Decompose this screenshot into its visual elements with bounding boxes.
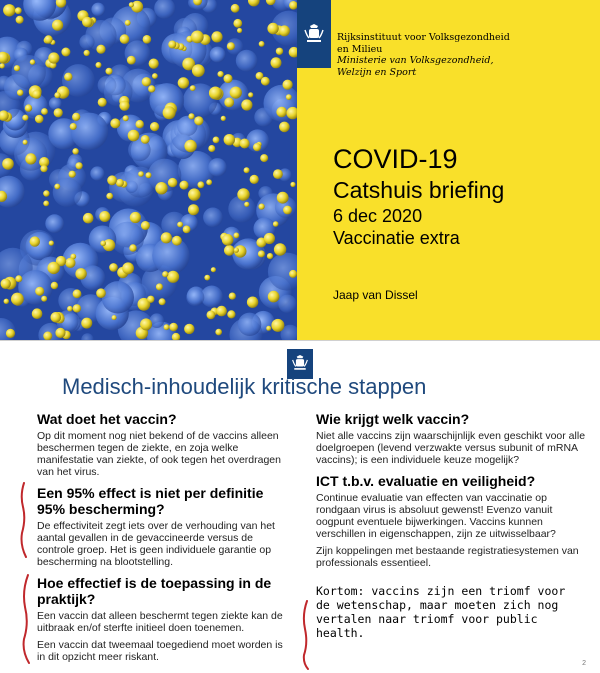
question-vaccine-function: Wat doet het vaccin?	[37, 411, 177, 427]
ministry-line1: Ministerie van Volksgezondheid,	[337, 55, 494, 66]
answer-95-percent: De effectiviteit zegt iets over de verhouding van het aantal gevallen in de gevaccineerde versus de controle groep. Het is geen individuele garantie op bescherming na blootstelling.	[37, 520, 275, 568]
answer-vaccine-function: Op dit moment nog niet bekend of de vaccins alleen beschermen tegen de ziekte, en zoja welke manifestatie van ziekte, of ook tegen het overdragen van het virus.	[37, 430, 281, 478]
red-annotation-mark-1	[14, 481, 36, 561]
rijkslogo	[297, 0, 331, 68]
cover-title-block	[333, 142, 504, 249]
org-name-line2: en Milieu	[337, 43, 383, 55]
cover-date: 6 dec 2020	[333, 206, 423, 226]
answer-effectiveness-2: Een vaccin dat tweemaal toegediend moet worden is in dit opzicht meer riskant.	[37, 639, 283, 663]
cover-topic: Vaccinatie extra	[333, 228, 460, 248]
conclusion-text: Kortom: vaccins zijn een triomf voor de wetenschap, maar moeten zich nog vertalen naar triomf voor public health.	[316, 584, 566, 640]
question-who-gets-vaccine: Wie krijgt welk vaccin?	[316, 411, 470, 427]
cover-title: COVID-19	[333, 144, 458, 174]
ministry-line2: Welzijn en Sport	[337, 66, 417, 78]
answer-who-gets-vaccine: Niet alle vaccins zijn waarschijnlijk even geschikt voor alle doelgroepen (levend verzwakte versus subunit of mRNA vaccins); is een individuele keuze mogelijk?	[316, 430, 586, 466]
right-column	[316, 411, 586, 640]
red-annotation-mark-3	[296, 599, 316, 671]
coat-of-arms-icon	[304, 24, 324, 46]
coat-of-arms-icon	[291, 355, 309, 373]
question-95-percent: Een 95% effect is niet per definitie 95% bescherming?	[37, 485, 264, 517]
left-column	[37, 411, 292, 670]
content-slide	[0, 340, 600, 673]
presenter-name: Jaap van Dissel	[333, 288, 418, 302]
question-ict-evaluation: ICT t.b.v. evaluatie en veiligheid?	[316, 473, 536, 489]
answer-ict-evaluation-1: Continue evaluatie van effecten van vaccinatie op rondgaan virus is absoluut gewenst! Evenzo vanuit oogpunt eventuele bijwerkingen. Vaccins kunnen verschillen in eigenschappen, zijn ze uitwisselbaar?	[316, 492, 556, 540]
slide-title: Medisch-inhoudelijk kritische stappen	[62, 374, 427, 399]
organisation-block	[337, 32, 510, 78]
red-annotation-mark-2	[16, 573, 38, 665]
org-name-line1: Rijksinstituut voor Volksgezondheid	[337, 32, 510, 43]
page-number: 2	[582, 660, 586, 667]
answer-effectiveness-1: Een vaccin dat alleen beschermt tegen ziekte kan de uitbraak en/of sterfte initieel doen toenemen.	[37, 610, 283, 634]
virus-micrograph-image	[0, 0, 297, 340]
answer-ict-evaluation-2: Zijn koppelingen met bestaande registratiesystemen van professionals essentieel.	[316, 545, 579, 569]
virus-micrograph-graphic	[0, 0, 297, 340]
cover-subtitle: Catshuis briefing	[333, 177, 505, 203]
question-effectiveness-practice: Hoe effectief is de toepassing in de praktijk?	[37, 575, 272, 607]
cover-title-panel	[297, 0, 600, 340]
